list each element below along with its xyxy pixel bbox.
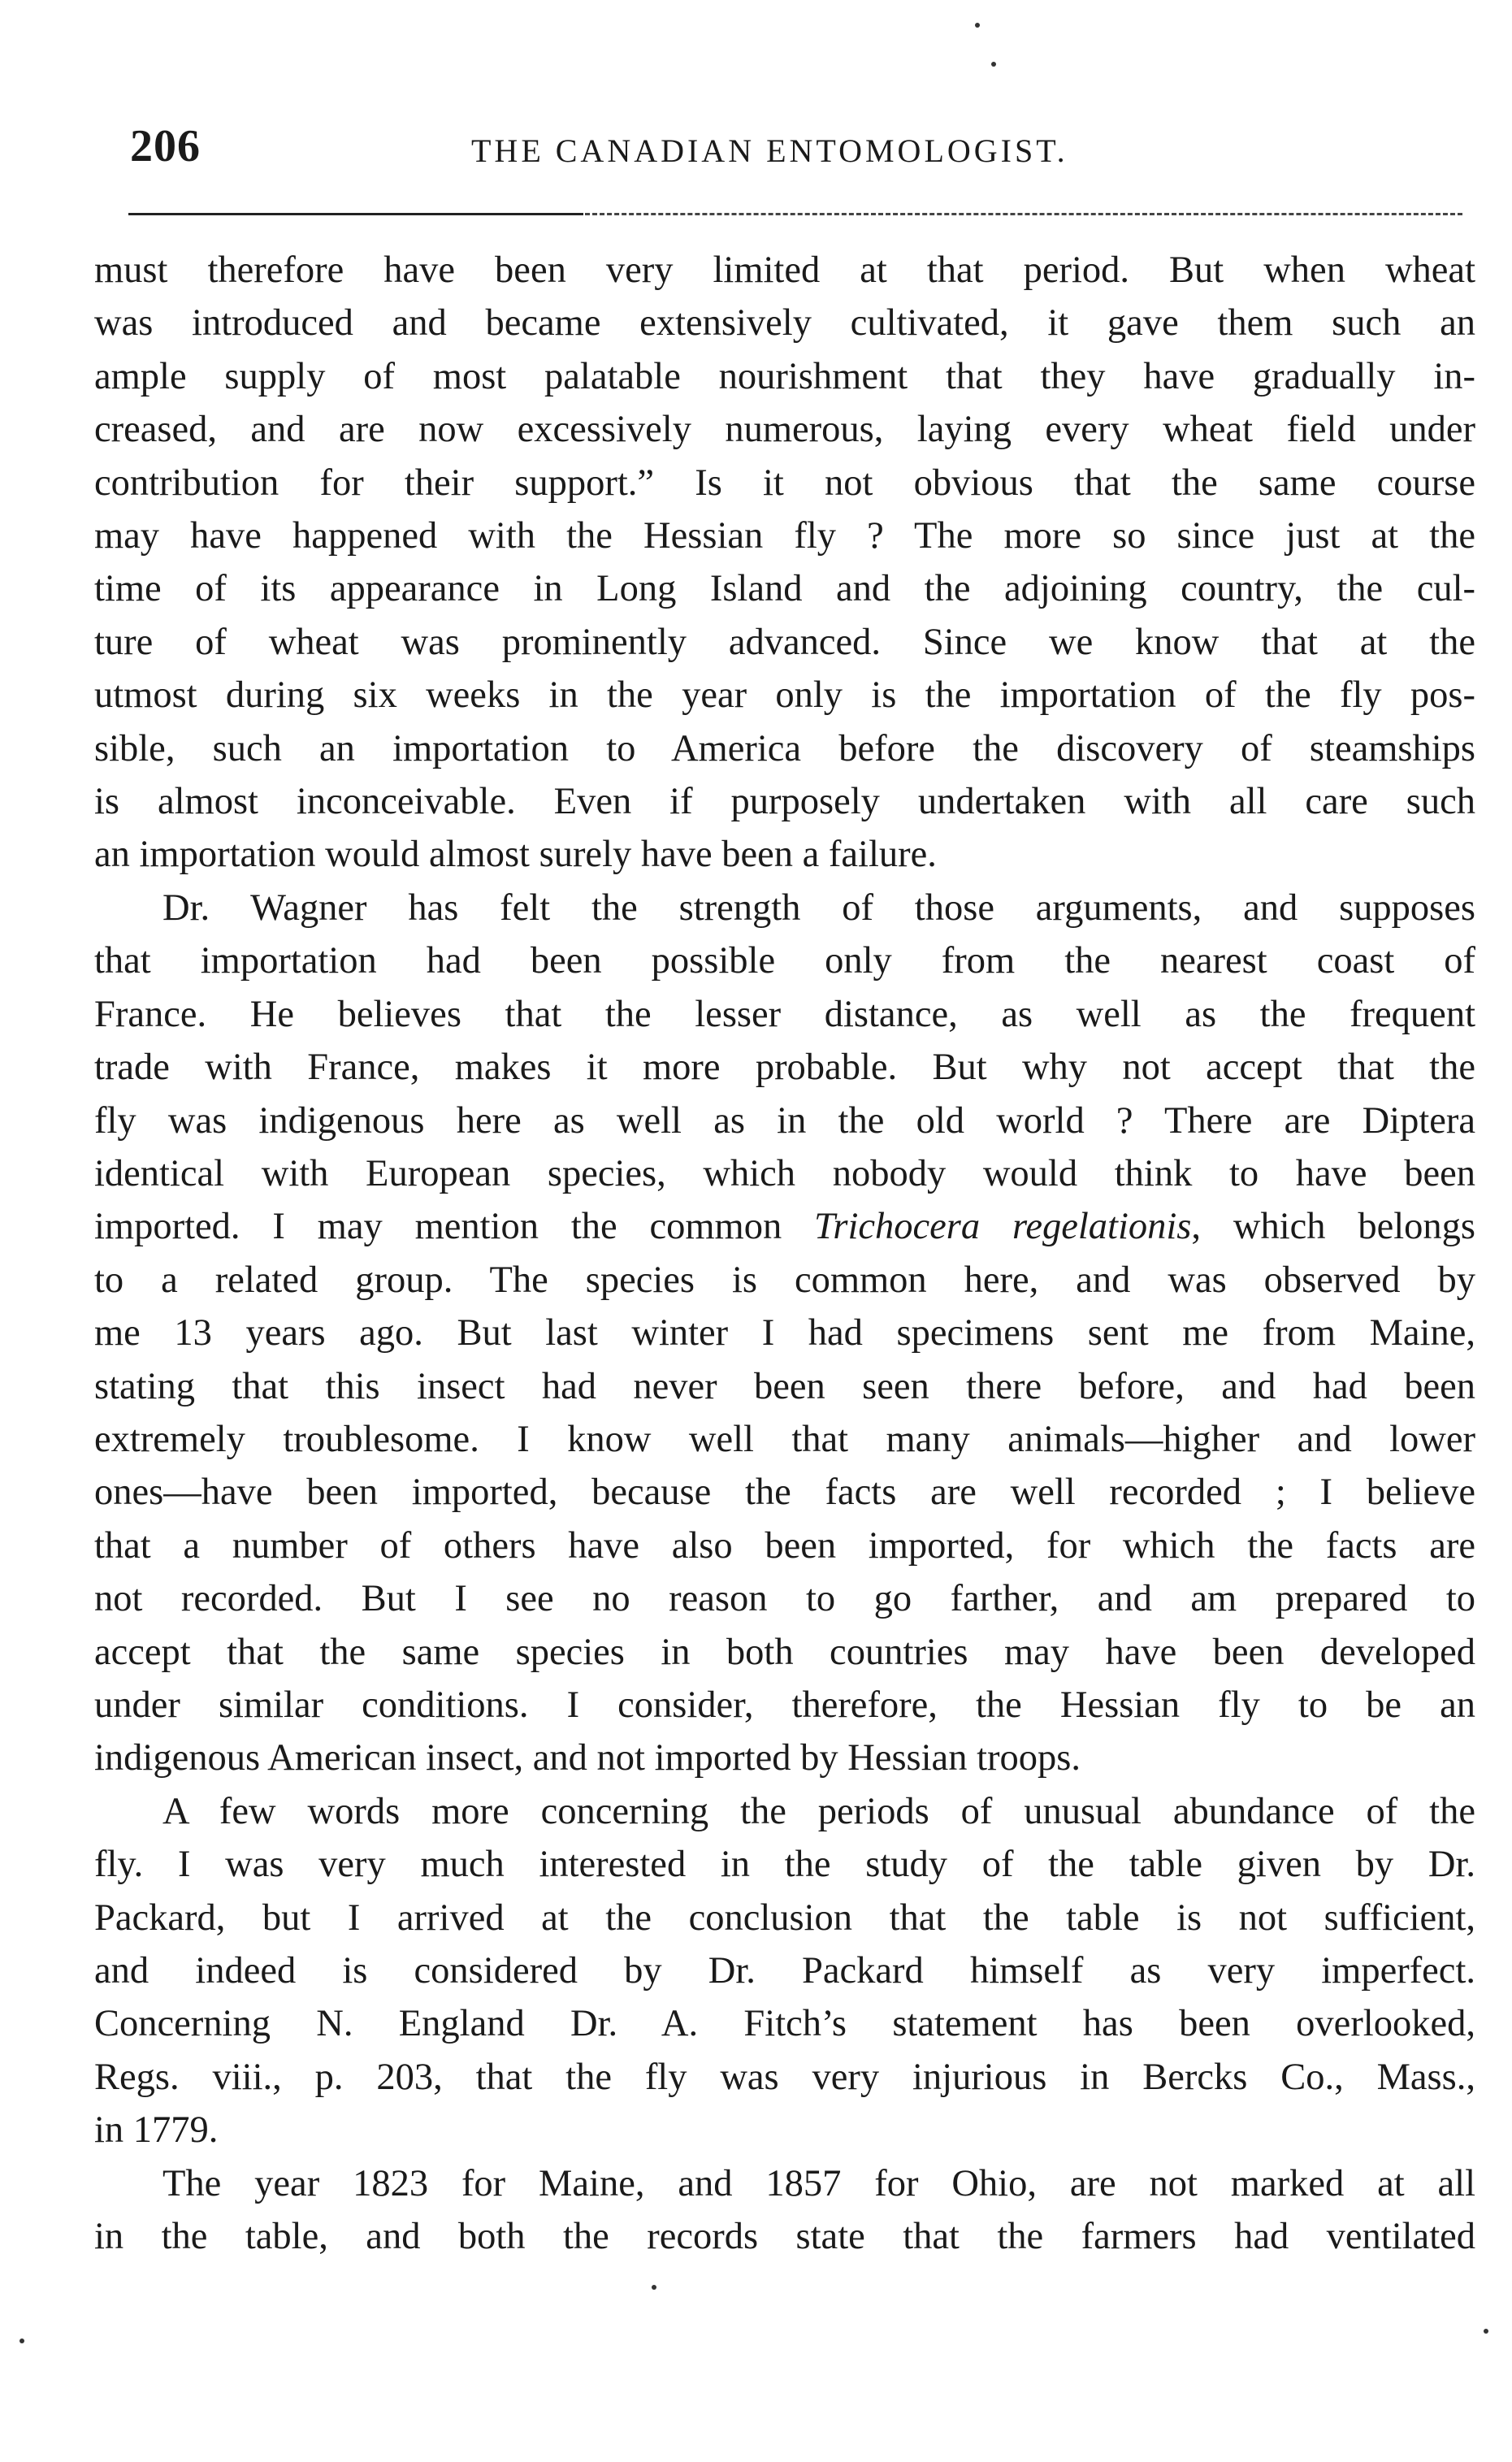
- text-line-with-species: [94, 1200, 1475, 1253]
- text-line: must therefore have been very limited at that period. But when wheat: [94, 249, 1475, 291]
- text-fragment: imported. I may mention the common: [94, 1206, 815, 1248]
- text-fragment: , which belongs: [1191, 1206, 1475, 1248]
- running-title: THE CANADIAN ENTOMOLOGIST.: [471, 132, 1068, 169]
- paragraph-4: [94, 2157, 1475, 2264]
- text-line: Dr. Wagner has felt the strength of those arguments, and supposes: [162, 886, 1475, 929]
- text-line: under similar conditions. I consider, therefore, the Hessian fly to be an: [94, 1684, 1475, 1726]
- text-line: France. He believes that the lesser distance, as well as the frequent: [94, 993, 1475, 1035]
- body-text: [94, 244, 1475, 2263]
- text-line: stating that this insect had never been seen there before, and had been: [94, 1365, 1475, 1407]
- header-rule: [128, 213, 583, 215]
- paragraph-3: [94, 1785, 1475, 2157]
- text-line: an importation would almost surely have been a failure.: [94, 834, 937, 876]
- text-line: fly. I was very much interested in the study of the table given by Dr.: [94, 1844, 1475, 1886]
- text-line: is almost inconceivable. Even if purposely undertaken with all care such: [94, 781, 1475, 823]
- text-line: extremely troublesome. I know well that many animals—higher and lower: [94, 1418, 1475, 1460]
- text-line: identical with European species, which nobody would think to have been: [94, 1152, 1475, 1194]
- text-line: to a related group. The species is common here, and was observed by: [94, 1259, 1475, 1301]
- text-line: contribution for their support.” Is it not obvious that the same course: [94, 462, 1475, 504]
- text-line: and indeed is considered by Dr. Packard himself as very imperfect.: [94, 1950, 1475, 1992]
- text-line: time of its appearance in Long Island and the adjoining country, the cul-: [94, 568, 1475, 610]
- header-rule-broken: [585, 213, 1462, 215]
- text-line: indigenous American insect, and not imported by Hessian troops.: [94, 1737, 1081, 1779]
- text-line: creased, and are now excessively numerous, laying every wheat field under: [94, 409, 1475, 451]
- text-line: A few words more concerning the periods of unusual abundance of the: [162, 1790, 1475, 1832]
- print-speck: [19, 2338, 24, 2343]
- text-line: sible, such an importation to America before the discovery of steamships: [94, 727, 1475, 769]
- text-line: that importation had been possible only from the nearest coast of: [94, 940, 1475, 982]
- text-line: Regs. viii., p. 203, that the fly was very injurious in Bercks Co., Mass.,: [94, 2056, 1475, 2098]
- species-name: Trichocera regelationis: [814, 1206, 1192, 1248]
- page-number: 206: [130, 121, 201, 171]
- text-line: in the table, and both the records state that the farmers had ventilated: [94, 2216, 1475, 2258]
- text-line: may have happened with the Hessian fly ? The more so since just at the: [94, 515, 1475, 557]
- text-line: me 13 years ago. But last winter I had specimens sent me from Maine,: [94, 1312, 1475, 1355]
- text-line: Packard, but I arrived at the conclusion that the table is not sufficient,: [94, 1896, 1475, 1939]
- page-header: [130, 120, 1462, 185]
- text-line: utmost during six weeks in the year only is the importation of the fly pos-: [94, 674, 1475, 717]
- text-line: was introduced and became extensively cultivated, it gave them such an: [94, 302, 1475, 345]
- text-line: accept that the same species in both countries may have been developed: [94, 1631, 1475, 1673]
- text-line: in 1779.: [94, 2109, 219, 2152]
- text-line: ones—have been imported, because the facts are well recorded ; I believe: [94, 1472, 1475, 1514]
- text-line: that a number of others have also been imported, for which the facts are: [94, 1524, 1475, 1567]
- text-line: not recorded. But I see no reason to go farther, and am prepared to: [94, 1578, 1475, 1620]
- text-line: fly was indigenous here as well as in the old world ? There are Diptera: [94, 1099, 1475, 1142]
- print-speck: [1484, 2329, 1488, 2334]
- print-speck: [652, 2285, 656, 2290]
- text-line: trade with France, makes it more probable. But why not accept that the: [94, 1047, 1475, 1089]
- paragraph-1: [94, 244, 1475, 882]
- paragraph-2: [94, 882, 1475, 1785]
- text-line: Concerning N. England Dr. A. Fitch’s statement has been overlooked,: [94, 2003, 1475, 2045]
- print-speck: [975, 23, 980, 28]
- text-line: The year 1823 for Maine, and 1857 for Ohio, are not marked at all: [162, 2162, 1475, 2204]
- text-line: ample supply of most palatable nourishment that they have gradually in-: [94, 355, 1475, 397]
- print-speck: [991, 62, 996, 67]
- text-line: ture of wheat was prominently advanced. Since we know that at the: [94, 621, 1475, 663]
